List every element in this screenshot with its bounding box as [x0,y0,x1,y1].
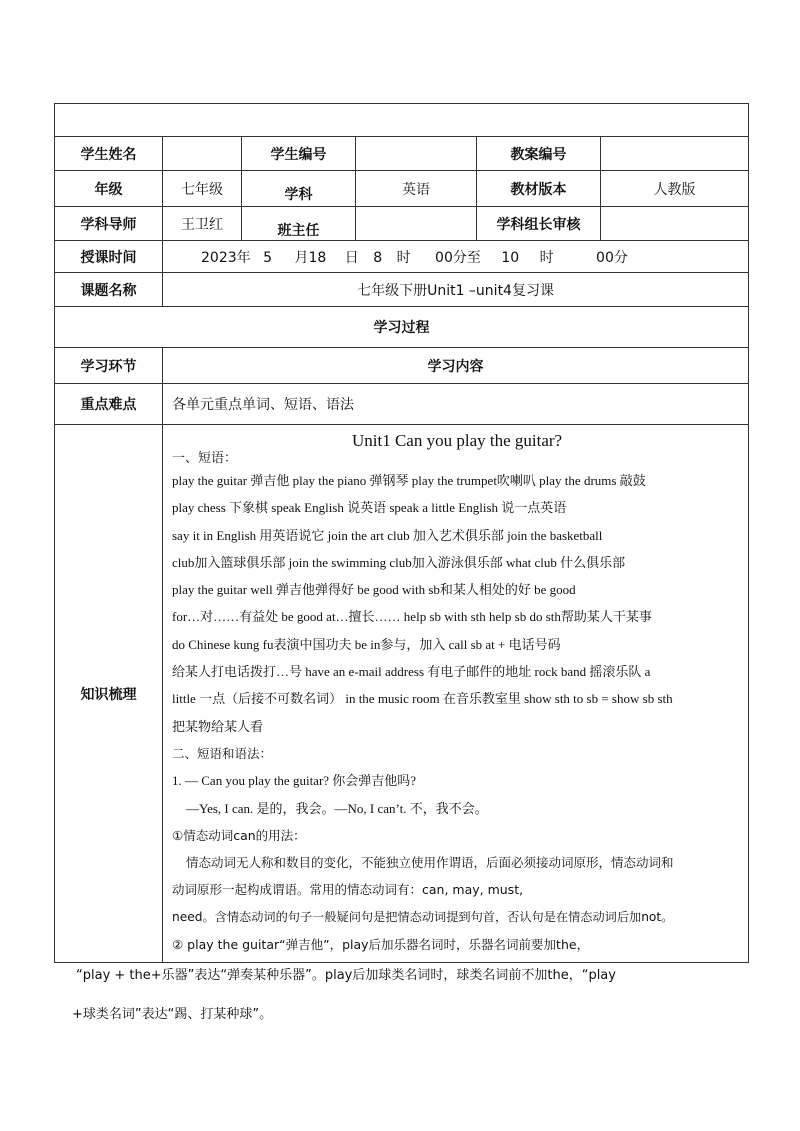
grammar-line: 动词原形一起构成谓语。常用的情态动词有：can, may, must, [172,882,524,898]
blank-header-row [55,104,749,137]
grammar-line: ①情态动词can的用法： [172,827,306,843]
phrase-line: do Chinese kung fu表演中国功夫 be in参与，加入 call sb at + 电话号码 [172,636,561,652]
time-day: 月18 [294,249,327,266]
grammar-line: 1. — Can you play the guitar? 你会弹吉他吗? [172,773,417,789]
time-end-minute: 00分 [596,249,628,266]
lesson-plan-table [54,103,749,963]
grammar-line: 情态动词无人称和数目的变化，不能独立使用作谓语，后面必须接动词原形，情态动词和 [186,855,674,871]
stage-header-row [55,348,749,384]
tutor-label: 学科导师 [55,207,163,241]
topic-row [55,273,749,307]
blank-cell [55,104,749,137]
head-teacher-label: 班主任 [242,207,356,241]
time-end-hour: 10 [501,249,520,266]
topic-label: 课题名称 [55,273,163,307]
process-title: 学习过程 [55,307,749,348]
time-row [55,241,749,273]
phrase-line: play the guitar well 弹吉他弹得好 be good with sb和某人相处的好 be good [172,582,576,598]
tutor-value: 王卫红 [163,207,242,241]
time-start-minute: 00分至 [435,249,481,266]
grammar-line: —Yes, I can. 是的，我会。—No, I can’t. 不，我不会。 [186,800,488,816]
time-label: 授课时间 [55,241,163,273]
grammar-line: ② play the guitar“弹吉他”，play后加乐器名词时，乐器名词前要加the， [172,937,590,953]
leader-value[interactable] [601,207,749,241]
plan-no-label: 教案编号 [477,137,601,171]
grammar-line: need。含情态动词的句子一般疑问句是把情态动词提到句首，否认句是在情态动词后加not。 [172,909,674,924]
grade-label: 年级 [55,171,163,207]
tutor-row [55,207,749,241]
head-teacher-value[interactable] [356,207,477,241]
time-end-hour-unit: 时 [539,249,554,266]
tail-line: “play + the+乐器”表达“弹奏某种乐器”。play后加球类名词时，球类名词前不加the，“play [76,968,616,983]
process-row [55,307,749,348]
phrase-line: for…对……有益处 be good at…擅长…… help sb with sth help sb do sth帮助某人干某事 [172,609,652,625]
textbook-value: 人教版 [601,171,749,207]
section-heading-phrases: 一、短语： [172,451,238,466]
time-day-unit: 日 [344,249,359,266]
time-month: 5 [263,249,273,266]
textbook-label: 教材版本 [477,171,601,207]
lesson-plan-sheet [54,103,748,963]
key-value: 各单元重点单词、短语、语法 [163,384,749,425]
phrase-line: 给某人打电话拨打…号 have an e-mail address 有电子邮件的地址 rock band 摇滚乐队 a [172,664,651,680]
time-value [163,241,749,273]
knowledge-row [55,425,749,963]
student-name-value[interactable] [163,137,242,171]
phrase-line: little 一点（后接不可数名词） in the music room 在音乐教室里 show sth to sb = show sb sth [172,691,673,707]
unit-title: Unit1 Can you play the guitar? [351,431,563,450]
student-no-label: 学生编号 [242,137,356,171]
phrase-line: say it in English 用英语说它 join the art club 加入艺术俱乐部 join the basketball [172,527,603,543]
section-heading-grammar: 二、短语和语法： [172,745,273,761]
knowledge-label: 知识梳理 [55,425,163,963]
phrase-line: 把某物给某人看 [172,718,264,734]
plan-no-value[interactable] [601,137,749,171]
content-label: 学习内容 [163,348,749,384]
student-name-label: 学生姓名 [55,137,163,171]
student-row [55,137,749,171]
phrase-line: club加入篮球俱乐部 join the swimming club加入游泳俱乐部 what club 什么俱乐部 [172,554,626,570]
subject-label: 学科 [242,171,356,207]
phrase-line: play chess 下象棋 speak English 说英语 speak a little English 说一点英语 [172,500,567,516]
tail-line: +球类名词”表达“踢、打某种球”。 [72,1007,273,1022]
key-row [55,384,749,425]
key-label: 重点难点 [55,384,163,425]
student-no-value[interactable] [356,137,477,171]
grade-row [55,171,749,207]
subject-value: 英语 [356,171,477,207]
leader-label: 学科组长审核 [477,207,601,241]
topic-value: 七年级下册Unit1 –unit4复习课 [163,273,749,307]
time-start-hour: 8 [373,249,383,266]
phrase-line: play the guitar 弹吉他 play the piano 弹钢琴 play the trumpet吹喇叭 play the drums 敲鼓 [172,473,646,488]
stage-label: 学习环节 [55,348,163,384]
knowledge-content [163,425,749,963]
time-year: 2023年 [201,249,251,266]
time-start-hour-unit: 时 [396,249,411,266]
grade-value: 七年级 [163,171,242,207]
